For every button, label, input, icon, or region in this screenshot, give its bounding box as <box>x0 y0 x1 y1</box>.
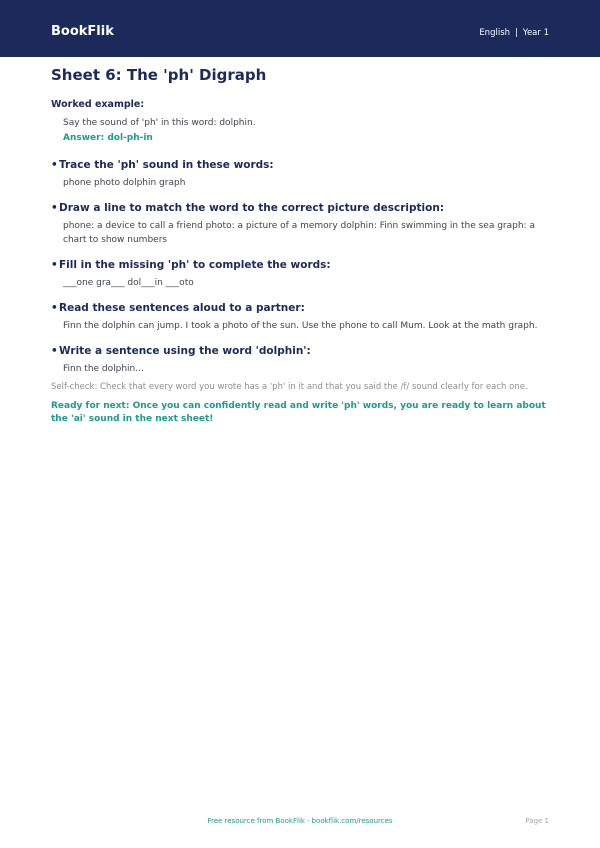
task-title: Fill in the missing 'ph' to complete the words: <box>59 259 331 271</box>
meta-separator: | <box>515 28 518 38</box>
page-header <box>0 0 600 57</box>
task-body: ___one gra___ dol___in ___oto <box>63 278 194 288</box>
bullet-icon: • <box>51 302 58 314</box>
task-body: Finn the dolphin... <box>63 364 144 374</box>
task-title: Write a sentence using the word 'dolphin': <box>59 345 311 357</box>
page-title: Sheet 6: The 'ph' Digraph <box>51 66 267 84</box>
task-title: Read these sentences aloud to a partner: <box>59 302 305 314</box>
subject-label: English <box>479 28 511 38</box>
bullet-icon: • <box>51 159 58 171</box>
task-fill-in <box>51 259 551 290</box>
task-title: Draw a line to match the word to the correct picture description: <box>59 202 445 214</box>
bullet-icon: • <box>51 259 58 271</box>
bullet-icon: • <box>51 345 58 357</box>
task-match <box>51 202 551 247</box>
subject-year <box>479 28 549 38</box>
worked-example-answer: Answer: dol-ph-in <box>63 133 153 143</box>
worksheet-content <box>51 66 551 426</box>
worked-example-prompt: Say the sound of 'ph' in this word: dolphin. <box>63 118 256 128</box>
task-trace <box>51 159 551 190</box>
task-body: phone: a device to call a friend photo: a picture of a memory dolphin: Finn swimming in the sea graph: a chart to show numbers <box>63 221 535 245</box>
task-title: Trace the 'ph' sound in these words: <box>59 159 274 171</box>
bullet-icon: • <box>51 202 58 214</box>
year-label: Year 1 <box>522 28 549 38</box>
footer-credit: Free resource from BookFlik · bookflik.com/resources <box>207 817 393 825</box>
ready-next-note: Ready for next: Once you can confidently read and write 'ph' words, you are ready to learn about the 'ai' sound in the next sheet! <box>51 401 546 424</box>
page-number: Page 1 <box>525 817 549 825</box>
worked-example-label: Worked example: <box>51 99 145 110</box>
task-read-aloud <box>51 302 551 333</box>
task-body: phone photo dolphin graph <box>63 178 186 188</box>
worked-example <box>51 99 551 143</box>
brand-logo: BookFlik <box>51 24 114 39</box>
task-write-sentence <box>51 345 551 376</box>
task-body: Finn the dolphin can jump. I took a photo of the sun. Use the phone to call Mum. Look at the math graph. <box>63 321 538 331</box>
self-check-note: Self-check: Check that every word you wrote has a 'ph' in it and that you said the /f/ sound clearly for each one. <box>51 382 528 392</box>
